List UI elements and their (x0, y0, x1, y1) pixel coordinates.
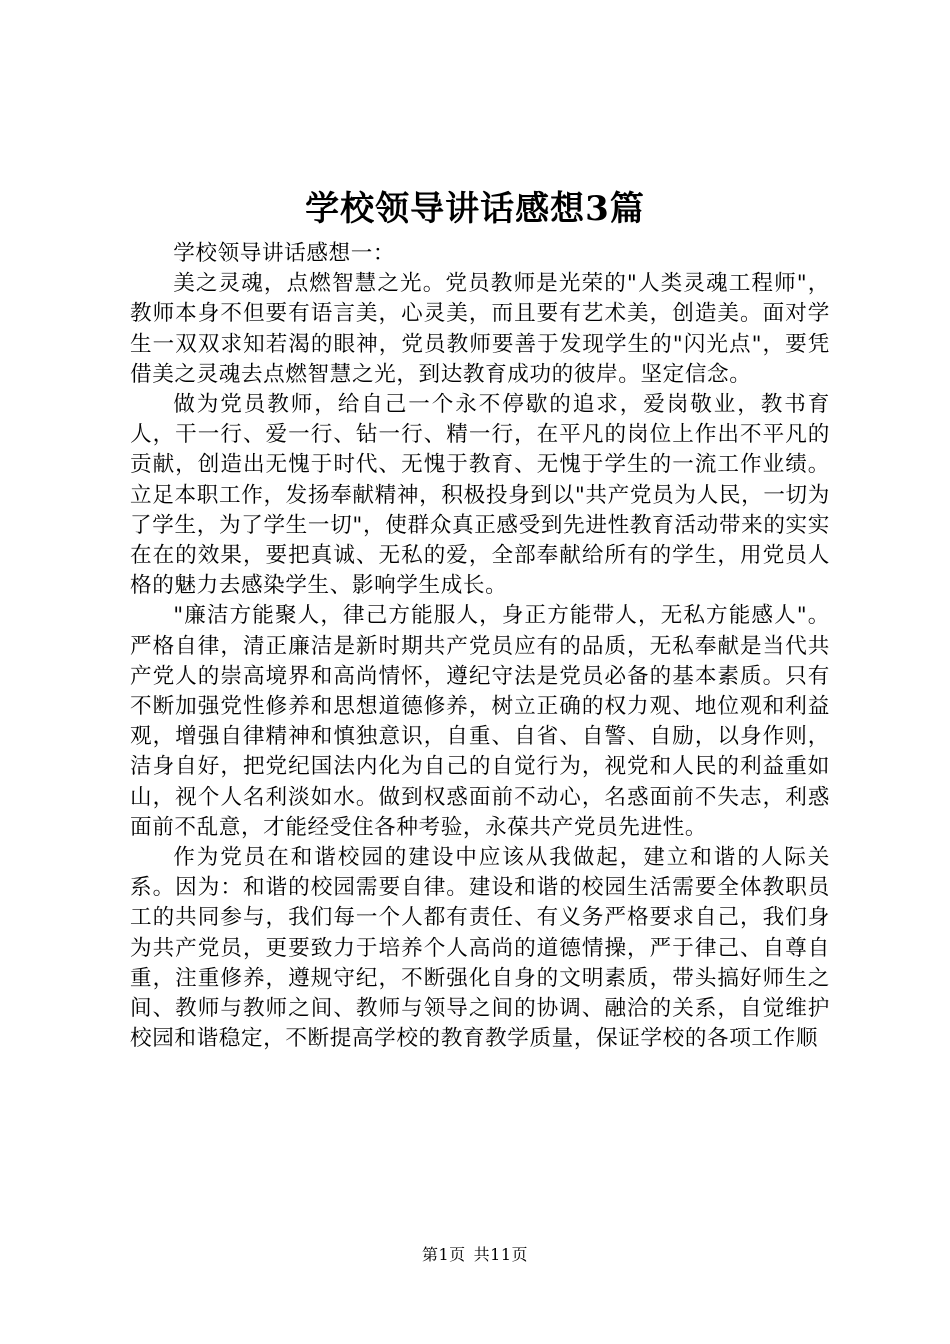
paragraph-4: 作为党员在和谐校园的建设中应该从我做起，建立和谐的人际关系。因为：和谐的校园需要自律。建设和谐的校园生活需要全体教职员工的共同参与，我们每一个人都有责任、有义务严格要求自己，我们身为共产党员，更要致力于培养个人高尚的道德情操，严于律己、自尊自重，注重修养，遵规守纪，不断强化自身的文明素质，带头搞好师生之间、教师与教师之间、教师与领导之间的协调、融洽的关系，自觉维护校园和谐稳定，不断提高学校的教育教学质量，保证学校的各项工作顺 (130, 845, 830, 1052)
paragraph-3: "廉洁方能聚人，律己方能服人，身正方能带人，无私方能感人"。严格自律，清正廉洁是新时期共产党员应有的品质，无私奉献是当代共产党人的崇高境界和高尚情怀，遵纪守法是党员必备的基本素质。只有不断加强党性修养和思想道德修养，树立正确的权力观、地位观和利益观，增强自律精神和慎独意识，自重、自省、自警、自励，以身作则，洁身自好，把党纪国法内化为自己的自觉行为，视党和人民的利益重如山，视个人名利淡如水。做到权惑面前不动心，名惑面前不失志，利惑面前不乱意，才能经受住各种考验，永葆共产党员先进性。 (130, 603, 830, 840)
page-footer (0, 1243, 950, 1267)
subheading: 学校领导讲话感想一： (173, 241, 396, 266)
paragraph-1: 美之灵魂，点燃智慧之光。党员教师是光荣的"人类灵魂工程师"，教师本身不但要有语言美，心灵美，而且要有艺术美，创造美。面对学生一双双求知若渴的眼神，党员教师要善于发现学生的"闪光点"，要凭借美之灵魂去点燃智慧之光，到达教育成功的彼岸。坚定信念。 (130, 271, 830, 387)
page-number-current: 第1页 (421, 1245, 466, 1264)
document-body (130, 239, 830, 1054)
document-title: 学校领导讲话感想3篇 (305, 189, 645, 229)
paragraph-2: 做为党员教师，给自己一个永不停歇的追求，爱岗敬业，教书育人，干一行、爱一行、钻一行、精一行，在平凡的岗位上作出不平凡的贡献，创造出无愧于时代、无愧于教育、无愧于学生的一流工作业绩。立足本职工作，发扬奉献精神，积极投身到以"共产党员为人民，一切为了学生，为了学生一切"，使群众真正感受到先进性教育活动带来的实实在在的效果，要把真诚、无私的爱，全部奉献给所有的学生，用党员人格的魅力去感染学生、影响学生成长。 (130, 392, 830, 599)
page-number-total: 共11页 (473, 1245, 529, 1264)
